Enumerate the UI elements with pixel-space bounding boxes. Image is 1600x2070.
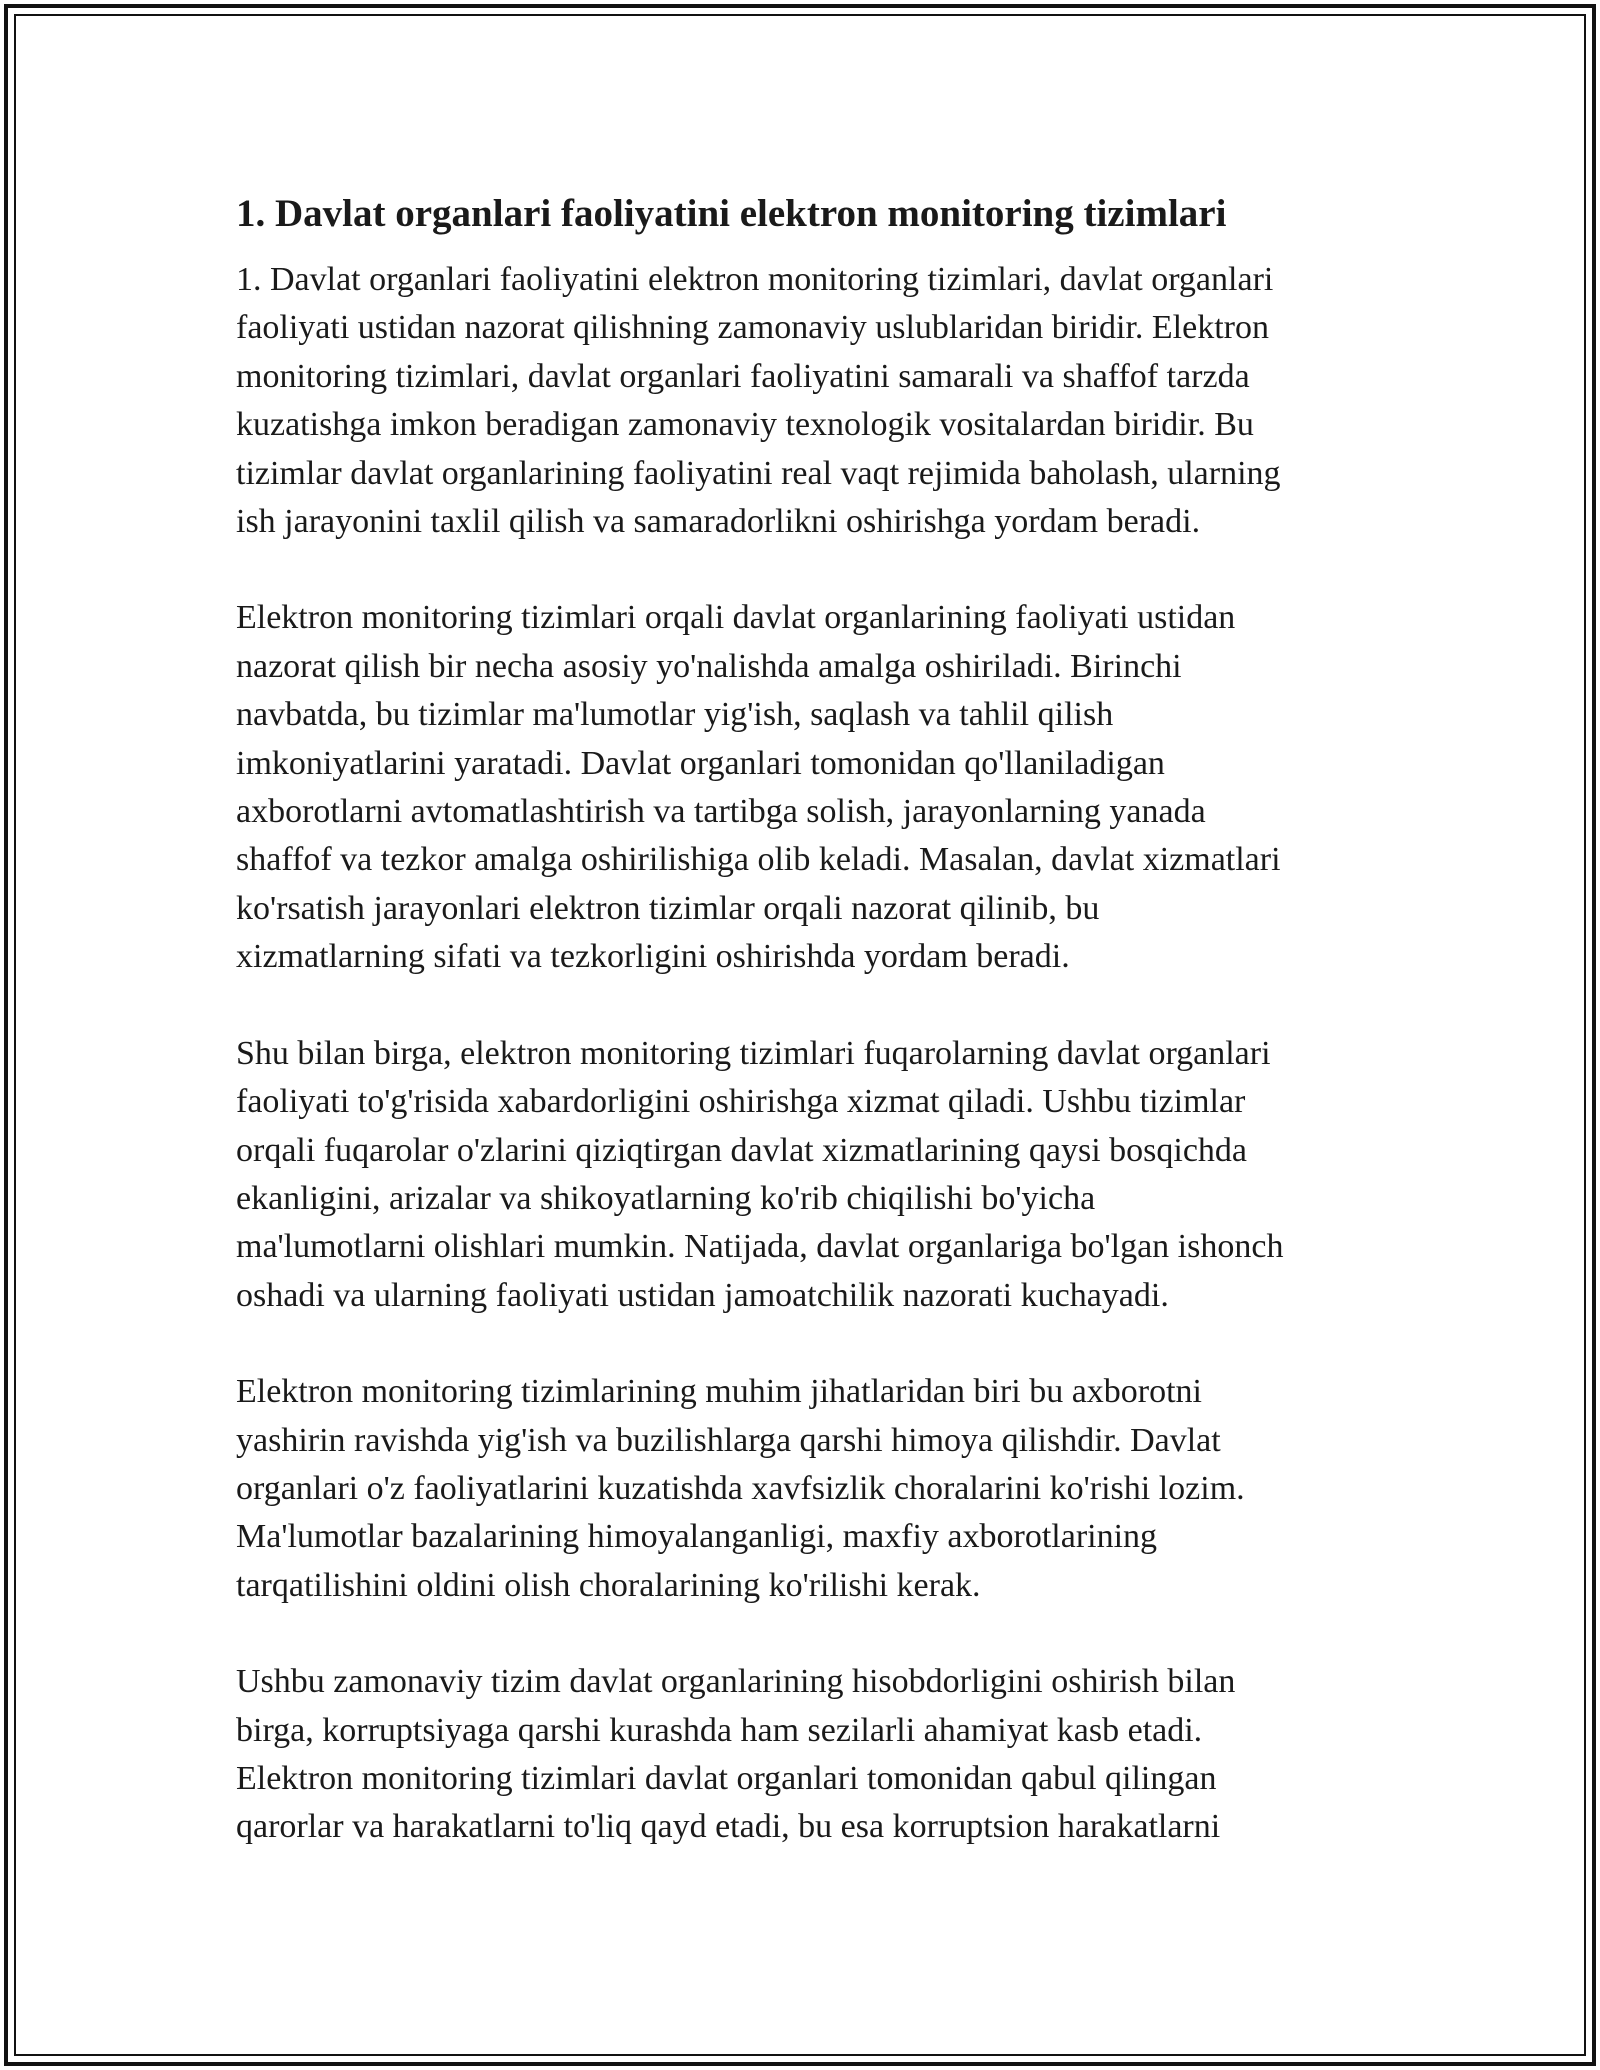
- paragraph-3: [236, 1030, 1366, 1320]
- text-line: kuzatishga imkon beradigan zamonaviy texnologik vositalardan biridir. Bu: [236, 406, 1254, 444]
- text-line: nazorat qilish bir necha asosiy yo'nalishda amalga oshiriladi. Birinchi: [236, 647, 1182, 685]
- text-line: Elektron monitoring tizimlari orqali davlat organlarining faoliyati ustidan: [236, 599, 1236, 637]
- text-line: tarqatilishini oldini olish choralarining ko'rilishi kerak.: [236, 1566, 981, 1604]
- section-heading: 1. Davlat organlari faoliyatini elektron monitoring tizimlari: [236, 192, 1227, 235]
- paragraph-5: [236, 1658, 1366, 1852]
- text-line: organlari o'z faoliyatlarini kuzatishda xavfsizlik choralarini ko'rishi lozim.: [236, 1469, 1245, 1507]
- paragraph-4: [236, 1368, 1366, 1610]
- text-line: ko'rsatish jarayonlari elektron tizimlar orqali nazorat qilinib, bu: [236, 889, 1100, 927]
- text-line: xizmatlarning sifati va tezkorligini oshirishda yordam beradi.: [236, 938, 1070, 976]
- text-line: Ma'lumotlar bazalarining himoyalanganligi, maxfiy axborotlarining: [236, 1518, 1158, 1556]
- text-line: 1. Davlat organlari faoliyatini elektron monitoring tizimlari, davlat organlari: [236, 261, 1274, 298]
- text-line: ish jarayonini taxlil qilish va samaradorlikni oshirishga yordam beradi.: [236, 503, 1201, 541]
- text-line: Elektron monitoring tizimlarining muhim jihatlaridan biri bu axborotni: [236, 1373, 1202, 1411]
- text-line: ma'lumotlarni olishlari mumkin. Natijada, davlat organlariga bo'lgan ishonch: [236, 1228, 1284, 1266]
- paragraph-1: [236, 256, 1366, 546]
- text-line: imkoniyatlarini yaratadi. Davlat organlari tomonidan qo'llaniladigan: [236, 744, 1165, 782]
- text-line: faoliyati to'g'risida xabardorligini oshirishga xizmat qiladi. Ushbu tizimlar: [236, 1083, 1246, 1121]
- paragraph-2: [236, 594, 1366, 981]
- text-line: Ushbu zamonaviy tizim davlat organlarining hisobdorligini oshirish bilan: [236, 1663, 1236, 1701]
- text-line: shaffof va tezkor amalga oshirilishiga olib keladi. Masalan, davlat xizmatlari: [236, 841, 1281, 879]
- text-line: tizimlar davlat organlarining faoliyatini real vaqt rejimida baholash, ularning: [236, 454, 1281, 492]
- text-line: oshadi va ularning faoliyati ustidan jamoatchilik nazorati kuchayadi.: [236, 1276, 1169, 1314]
- text-line: axborotlarni avtomatlashtirish va tartibga solish, jarayonlarning yanada: [236, 793, 1206, 831]
- text-line: birga, korruptsiyaga qarshi kurashda ham sezilarli ahamiyat kasb etadi.: [236, 1711, 1203, 1749]
- text-line: yashirin ravishda yig'ish va buzilishlarga qarshi himoya qilishdir. Davlat: [236, 1421, 1221, 1459]
- text-line: monitoring tizimlari, davlat organlari faoliyatini samarali va shaffof tarzda: [236, 357, 1250, 395]
- text-line: orqali fuqarolar o'zlarini qiziqtirgan davlat xizmatlarining qaysi bosqichda: [236, 1131, 1248, 1169]
- text-line: qarorlar va harakatlarni to'liq qayd etadi, bu esa korruptsion harakatlarni: [236, 1808, 1221, 1846]
- document-page: [236, 184, 1366, 1852]
- text-line: Elektron monitoring tizimlari davlat organlari tomonidan qabul qilingan: [236, 1759, 1217, 1797]
- text-line: ekanligini, arizalar va shikoyatlarning ko'rib chiqilishi bo'yicha: [236, 1179, 1096, 1217]
- text-line: navbatda, bu tizimlar ma'lumotlar yig'ish, saqlash va tahlil qilish: [236, 696, 1114, 734]
- text-line: faoliyati ustidan nazorat qilishning zamonaviy uslublaridan biridir. Elektron: [236, 309, 1269, 347]
- text-line: Shu bilan birga, elektron monitoring tizimlari fuqarolarning davlat organlari: [236, 1034, 1271, 1072]
